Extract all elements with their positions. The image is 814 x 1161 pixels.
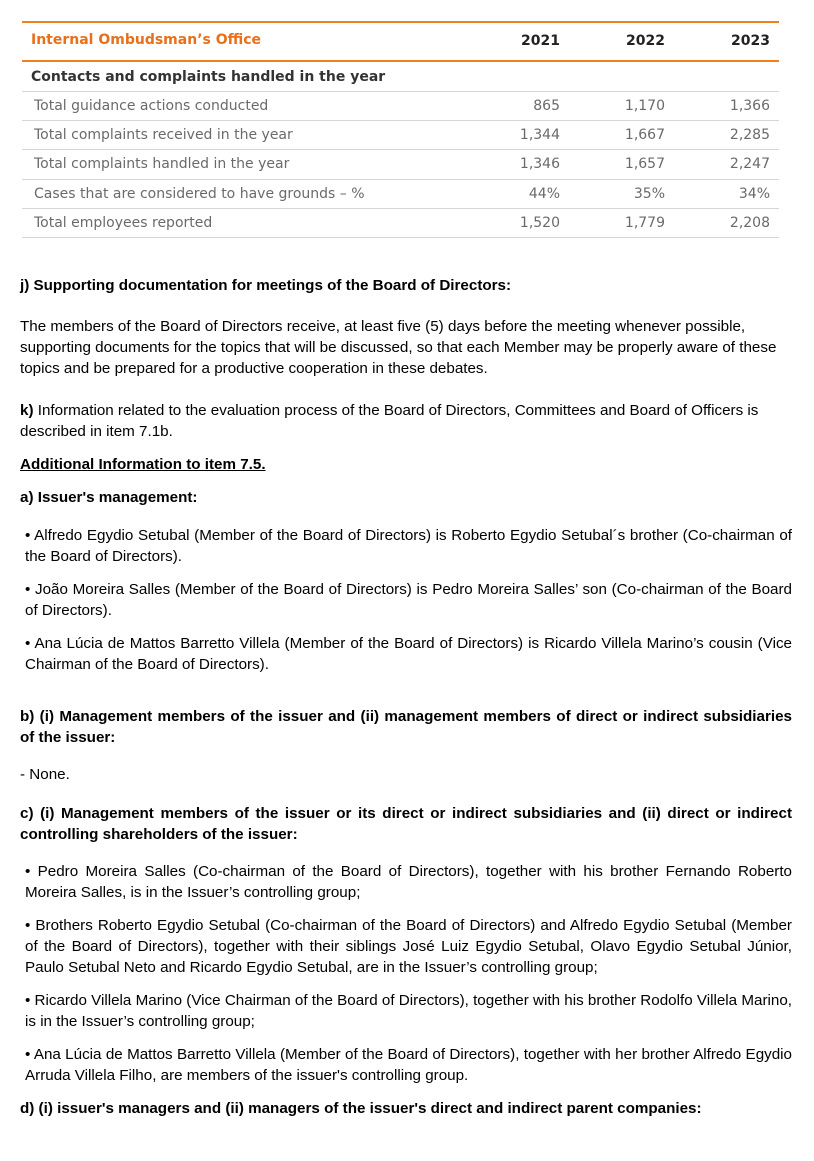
cell-2021: 1,520: [519, 214, 560, 231]
section-b-heading: b) (i) Management members of the issuer and (ii) management members of direct or indirect subsidiaries of the issuer:: [20, 708, 792, 746]
section-j-paragraph: The members of the Board of Directors receive, at least five (5) days before the meeting whenever possible, supporting documents for the topics that will be discussed, so that each Member may be properly aware of these topics and be prepared for a productive cooperation in these debates.: [20, 318, 777, 377]
list-item: • Ricardo Villela Marino (Vice Chairman of the Board of Directors), together with his brother Rodolfo Villela Marino, is in the Issuer’s controlling group;: [25, 992, 792, 1030]
table-section-title: Contacts and complaints handled in the year: [31, 69, 386, 85]
cell-2022: 1,779: [624, 214, 665, 231]
row-label: Total complaints received in the year: [34, 127, 293, 144]
list-item: • Alfredo Egydio Setubal (Member of the Board of Directors) is Roberto Egydio Setubal´s brother (Co-chairman of the Board of Directors).: [25, 527, 792, 565]
list-item: • Ana Lúcia de Mattos Barretto Villela (Member of the Board of Directors) is Ricardo Villela Marino’s cousin (Vice Chairman of the Board of Directors).: [25, 635, 792, 673]
row-label: Total complaints handled in the year: [34, 156, 290, 173]
cell-2023: 1,366: [729, 98, 770, 114]
cell-2021: 865: [533, 98, 560, 114]
table-row: [22, 209, 779, 238]
table-header: [22, 21, 779, 62]
cell-2021: 1,346: [519, 156, 560, 173]
section-b-text: - None.: [20, 766, 70, 783]
cell-2022: 1,170: [624, 98, 665, 114]
row-label: Cases that are considered to have grounds – %: [34, 185, 365, 202]
cell-2022: 1,657: [624, 156, 665, 173]
year-2023: 2023: [731, 33, 770, 49]
cell-2023: 2,285: [729, 127, 770, 144]
table-title: Internal Ombudsman’s Office: [31, 32, 262, 48]
table-row: [22, 150, 779, 179]
table-row: [22, 92, 779, 121]
row-label: Total guidance actions conducted: [34, 98, 269, 114]
cell-2023: 2,208: [729, 214, 770, 231]
cell-2021: 1,344: [519, 127, 560, 144]
row-label: Total employees reported: [34, 214, 213, 231]
list-item: • Ana Lúcia de Mattos Barretto Villela (Member of the Board of Directors), together with her brother Alfredo Egydio Arruda Villela Filho, are members of the issuer's controlling group.: [25, 1046, 792, 1084]
table-section-row: [22, 62, 779, 92]
section-j-heading: j) Supporting documentation for meetings of the Board of Directors:: [20, 277, 512, 294]
section-k-text: Information related to the evaluation process of the Board of Directors, Committees and Board of Officers is described in item 7.1b.: [20, 402, 759, 440]
ombudsman-table: [22, 21, 779, 238]
section-k-paragraph: [20, 400, 792, 442]
section-k-label: k): [20, 402, 34, 419]
year-2021: 2021: [521, 33, 560, 49]
list-item: • João Moreira Salles (Member of the Board of Directors) is Pedro Moreira Salles’ son (Co-chairman of the Board of Directors).: [25, 581, 792, 619]
list-item: • Pedro Moreira Salles (Co-chairman of the Board of Directors), together with his brother Fernando Roberto Moreira Salles, is in the Issuer’s controlling group;: [25, 863, 792, 901]
section-c-heading: c) (i) Management members of the issuer or its direct or indirect subsidiaries and (ii) direct or indirect controlling shareholders of the issuer:: [20, 805, 792, 843]
year-2022: 2022: [626, 33, 665, 49]
additional-info-heading-text: Additional Information to item 7.5.: [20, 456, 266, 473]
cell-2023: 2,247: [729, 156, 770, 173]
cell-2023: 34%: [738, 185, 770, 202]
cell-2022: 1,667: [624, 127, 665, 144]
cell-2022: 35%: [633, 185, 665, 202]
cell-2021: 44%: [528, 185, 560, 202]
list-item: • Brothers Roberto Egydio Setubal (Co-chairman of the Board of Directors) and Alfredo Egydio Setubal (Member of the Board of Directors), together with their siblings José Luiz Egydio Setubal, Olavo Egydio Setubal Júnior, Paulo Setubal Neto and Ricardo Egydio Setubal, are in the Issuer’s controlling group;: [25, 917, 792, 976]
additional-info-heading: [20, 454, 792, 475]
section-d-heading: d) (i) issuer's managers and (ii) managers of the issuer's direct and indirect parent companies:: [20, 1100, 702, 1117]
table-row: [22, 180, 779, 209]
table-row: [22, 121, 779, 150]
section-a-heading: a) Issuer's management:: [20, 489, 198, 506]
